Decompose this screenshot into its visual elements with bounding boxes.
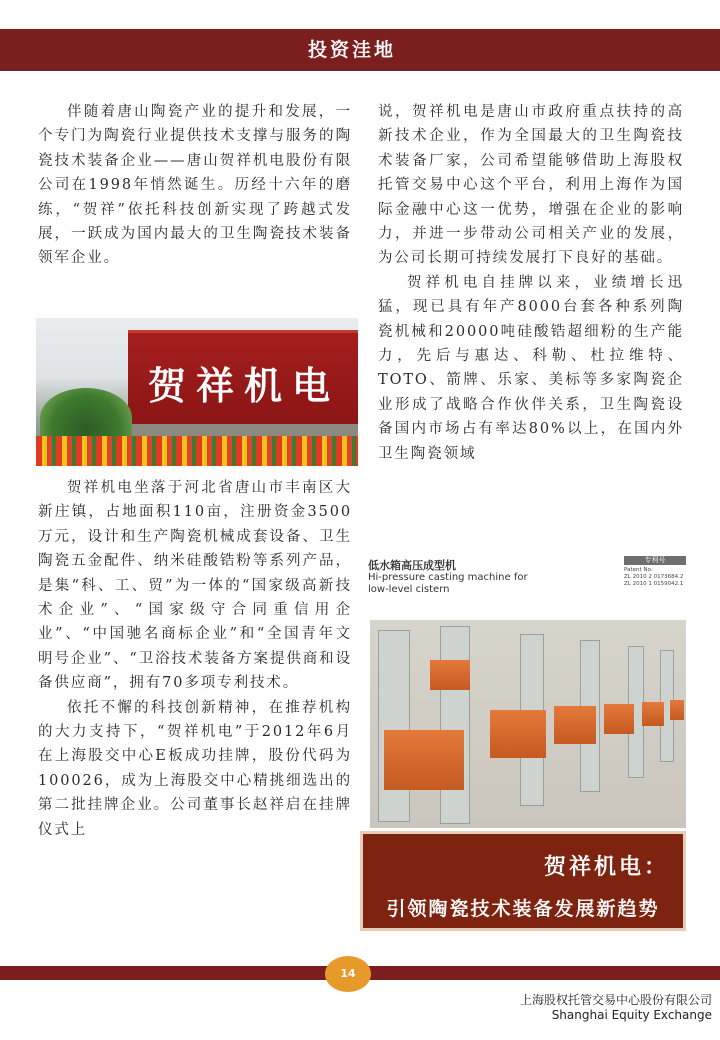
- article-paragraph: 伴随着唐山陶瓷产业的提升和发展，一个专门为陶瓷行业提供技术支撑与服务的陶瓷技术装备企业——唐山贺祥机电股份有限公司在1998年悄然诞生。历经十六年的磨练，“贺祥”依托科技创新实现了跨越式发展，一跃成为国内最大的卫生陶瓷技术装备领军企业。: [38, 104, 352, 267]
- page-number-badge: 14: [325, 956, 371, 992]
- header-band: [0, 29, 720, 71]
- section-title: 投资洼地: [308, 39, 397, 61]
- publisher-name-en: Shanghai Equity Exchange: [551, 1008, 712, 1022]
- machine-caption-cn: 低水箱高压成型机: [368, 559, 456, 572]
- publisher-name-cn: 上海股权托管交易中心股份有限公司: [519, 993, 712, 1007]
- machine-caption: [368, 560, 528, 596]
- banner-subtitle: 引领陶瓷技术装备发展新趋势: [386, 898, 660, 920]
- patent-number: ZL 2010 2 0173684.2: [624, 574, 684, 580]
- patent-header: 专利号: [624, 556, 686, 565]
- machine-photo: [370, 620, 686, 828]
- patent-box: [624, 556, 686, 588]
- company-sign-photo: [36, 318, 358, 466]
- article-column-right: [378, 100, 684, 466]
- sign-text: 贺祥机电: [147, 363, 340, 408]
- patent-number: ZL 2010 1 0159042.1: [624, 581, 684, 587]
- machine-figure: [366, 550, 686, 828]
- article-paragraph: 依托不懈的科技创新精神，在推荐机构的大力支持下，“贺祥机电”于2012年6月在上海股交中心E板成功挂牌，股份代码为100026，成为上海股交中心精挑细选出的第二批挂牌企业。公司董事长赵祥启在挂牌仪式上: [38, 699, 352, 838]
- article-paragraph: 说，贺祥机电是唐山市政府重点扶持的高新技术企业，作为全国最大的卫生陶瓷技术装备厂家，公司希望能够借助上海股权托管交易中心这个平台，利用上海作为国际金融中心这一优势，增强在企业的影响力，并进一步带动公司相关产业的发展，为公司长期可持续发展打下良好的基础。: [378, 104, 684, 267]
- article-column-left-top: [38, 100, 352, 271]
- sign-board: [128, 330, 358, 429]
- flower-bed: [36, 436, 358, 466]
- article-column-left-bottom: [38, 476, 352, 842]
- article-paragraph: 贺祥机电坐落于河北省唐山市丰南区大新庄镇，占地面积110亩，注册资金3500万元，设计和生产陶瓷机械成套设备、卫生陶瓷五金配件、纳米硅酸锆粉等系列产品，是集“科、工、贸”为一体的“国家级高新技术企业”、“国家级守合同重信用企业”、“中国驰名商标企业”和“全国青年文明号企业”、“卫浴技术装备方案提供商和设备供应商”，拥有70多项专利技术。: [38, 480, 352, 692]
- banner-title: 贺祥机电：: [543, 854, 669, 880]
- patent-label: Patent No.: [624, 567, 653, 573]
- article-paragraph: 贺祥机电自挂牌以来，业绩增长迅猛，现已具有年产8000台套各种系列陶瓷机械和20000吨硅酸锆超细粉的生产能力，先后与惠达、科勒、杜拉维特、TOTO、箭牌、乐家、美标等多家陶瓷企业形成了战略合作伙伴关系，卫生陶瓷设备国内市场占有率达80%以上，在国内外卫生陶瓷领域: [378, 274, 684, 462]
- headline-banner: [360, 831, 686, 931]
- machine-caption-en: low-level cistern: [368, 584, 450, 595]
- machine-caption-en: Hi-pressure casting machine for: [368, 572, 528, 583]
